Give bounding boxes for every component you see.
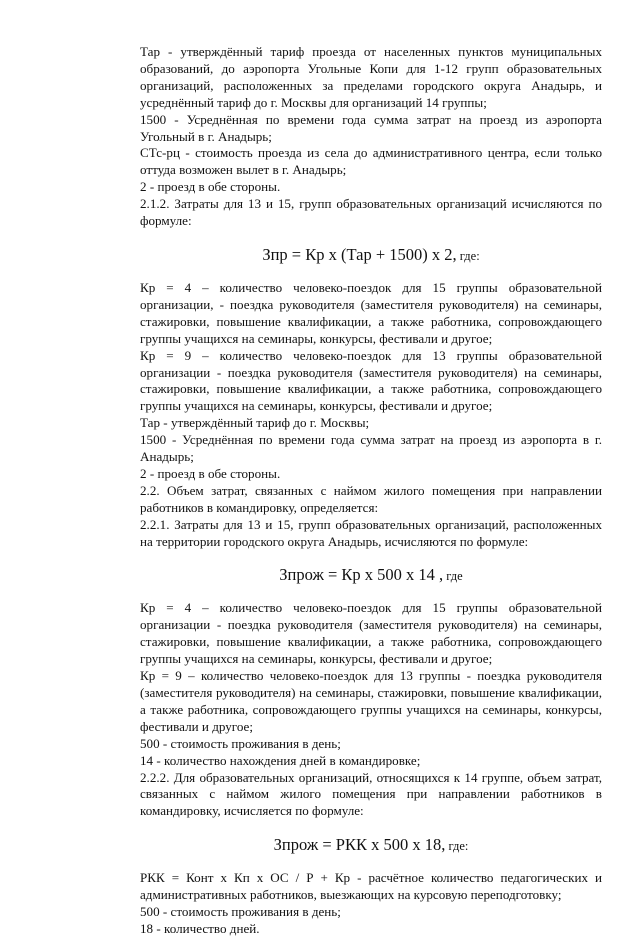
formula-suffix: где [443, 569, 463, 584]
paragraph: Тар - утверждённый тариф проезда от населенных пунктов муниципальных образований, до аэропорта Угольные Копи для 1-12 групп образовательных организаций, расположенных за пределами городского округа Анадырь, и усреднённый тариф до г. Москвы для организаций 14 группы; [140, 44, 602, 110]
paragraph: 2.2.1. Затраты для 13 и 15, групп образовательных организаций, расположенных на территории городского округа Анадырь, исчисляются по формуле: [140, 516, 602, 549]
paragraph: Кр = 9 – количество человеко-поездок для 13 группы - поездка руководителя (заместителя руководителя) на семинары, стажировки, повышение квалификации, а также работника, сопровождающего группы учащихся на семинары, конкурсы, фестивали и другое; [140, 668, 602, 734]
paragraph: Кр = 9 – количество человеко-поездок для 13 группы образовательной организации - поездка руководителя (заместителя руководителя) на семинары, стажировки, повышение квалификации, а также работника, сопровождающего группы учащихся на семинары, конкурсы, фестивали и другое; [140, 347, 602, 414]
formula-expression: Зпрож = РКК х 500 х 18, [273, 835, 446, 855]
paragraph: РКК = Конт х Кп х ОС / Р + Кр - расчётное количество педагогических и административных работников, выезжающих на курсовую переподготовку; [140, 870, 602, 903]
paragraph: 1500 - Усреднённая по времени года сумма затрат на проезд из аэропорта в г. Анадырь; [140, 432, 602, 465]
paragraph: 18 - количество дней. [140, 920, 260, 936]
formula-expression: Зпр = Кр х (Тар + 1500) х 2, [262, 244, 457, 264]
paragraph: Тар - утверждённый тариф до г. Москвы; [140, 415, 370, 431]
paragraph: 1500 - Усреднённая по времени года сумма затрат на проезд из аэропорта Угольный в г. Анадырь; [140, 111, 602, 144]
formula [140, 565, 602, 586]
paragraph: 500 - стоимость проживания в день; [140, 904, 341, 920]
formula [140, 835, 602, 856]
paragraph: 2.2.2. Для образовательных организаций, относящихся к 14 группе, объем затрат, связанных с наймом жилого помещения при направлении работников в командировку, исчисляется по формуле: [140, 769, 602, 819]
paragraph: Кр = 4 – количество человеко-поездок для 15 группы образовательной организации, - поездка руководителя (заместителя руководителя) на семинары, стажировки, повышение квалификации, а также работника, сопровождающего группы учащихся на семинары, конкурсы, фестивали и другое; [140, 279, 602, 346]
formula-suffix: где: [456, 248, 480, 263]
formula-suffix: где: [445, 839, 469, 854]
formula [140, 245, 602, 266]
paragraph: 2 - проезд в обе стороны. [140, 465, 281, 481]
paragraph: 2 - проезд в обе стороны. [140, 179, 281, 195]
paragraph: СТс-рц - стоимость проезда из села до административного центра, если только оттуда возможен вылет в г. Анадырь; [140, 145, 602, 178]
paragraph: 14 - количество нахождения дней в командировке; [140, 752, 421, 768]
formula-expression: Зпрож = Кр х 500 х 14 , [279, 565, 444, 585]
paragraph: 500 - стоимость проживания в день; [140, 735, 341, 751]
paragraph: Кр = 4 – количество человеко-поездок для 15 группы образовательной организации - поездка руководителя (заместителя руководителя) на семинары, стажировки, повышение квалификации, а также работника, сопровождающего группы учащихся на семинары, конкурсы, фестивали и другое; [140, 600, 602, 667]
paragraph: 2.2. Объем затрат, связанных с наймом жилого помещения при направлении работников в командировку, определяется: [140, 482, 602, 515]
paragraph: 2.1.2. Затраты для 13 и 15, групп образовательных организаций исчисляются по формуле: [140, 196, 602, 229]
